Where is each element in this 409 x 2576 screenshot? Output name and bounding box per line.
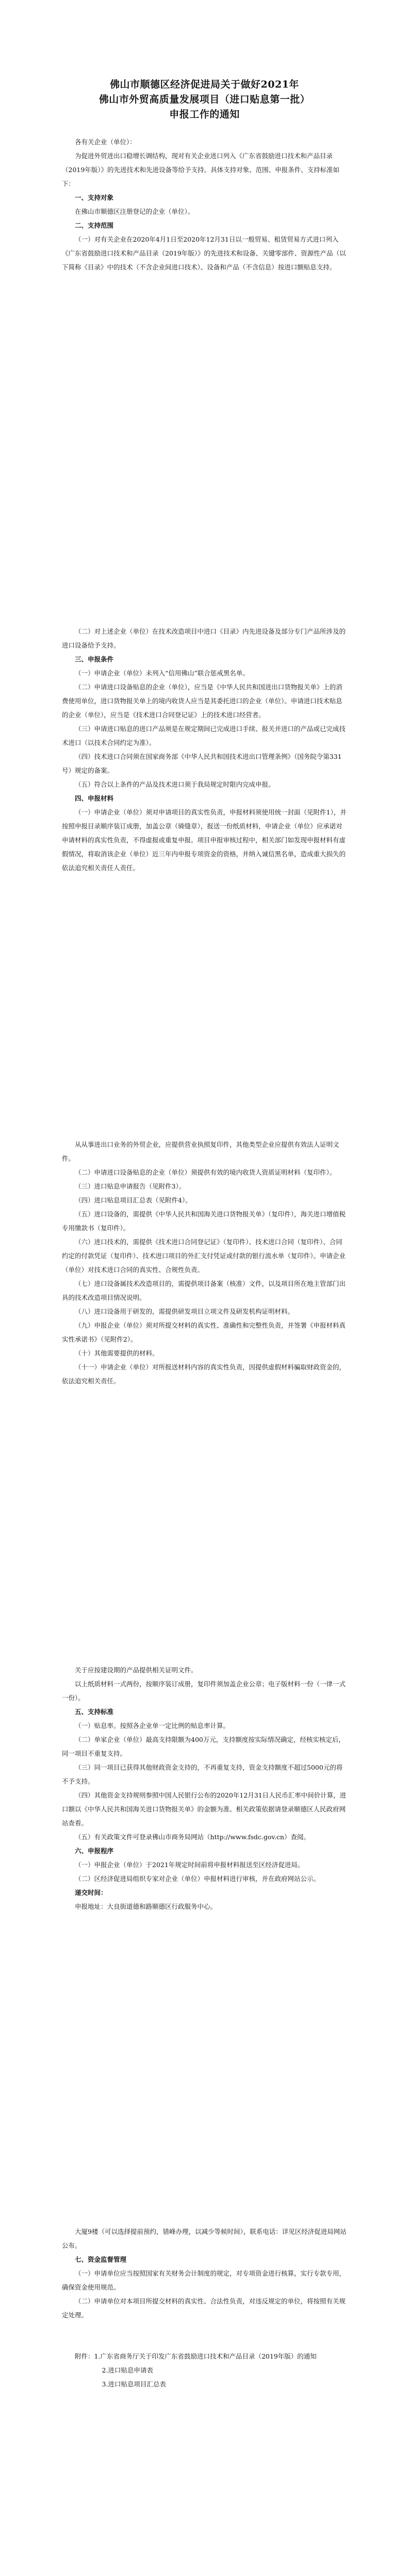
body-paragraph: （一）申报企业（单位）于2021年规定时间前将申报材料报送至区经济促进局。 [75, 1861, 304, 1869]
body-paragraph: 申报地址：大良街道德和路顺德区行政服务中心。 [75, 1903, 217, 1910]
section-heading: 七、资金监督管理 [75, 2256, 127, 2263]
body-paragraph: （四）进口贴息项目汇总表（见附件4）。 [75, 1196, 192, 1204]
body-paragraph: （三）进口贴息申请报告（见附件3）。 [75, 1182, 186, 1190]
section-heading: 一、支持对象 [75, 194, 114, 201]
body-paragraph: （二）区经济促进局组织专家对企业（单位）申报材料进行审核，并在政府网站公示。 [75, 1875, 320, 1883]
body-paragraph: （二）单家企业（单位）最高支持限额为400万元，支持额度按实际情况确定，经核实核定后，同一项目不重复支持。 [62, 1736, 345, 1757]
body-paragraph: （二）申请单位对本项目所提交材料的真实性、合法性负责，对违反规定的单位，将按照有关规定处理。 [62, 2297, 346, 2319]
section-heading: 递交时间： [75, 1889, 107, 1896]
body-paragraph: （一）申请企业（单位）未列入“信用佛山”联合惩戒黑名单。 [75, 669, 249, 677]
body-paragraph: 各有关企业（单位）： [75, 138, 136, 146]
attachment-label: 附件： [75, 2352, 94, 2360]
body-paragraph: （一）申请单位应当按照国家有关财务会计制度的规定，对专项资金进行核算，实行专款专用，确保资金使用规范。 [62, 2269, 346, 2291]
body-paragraph: （十）其他需要提供的材料。 [75, 1349, 159, 1357]
body-paragraph: （二）申请进口设备贴息的企业（单位）须提供有效的境内收货人资质证明材料（复印件）。 [75, 1168, 336, 1176]
document-title [62, 77, 347, 122]
section-intro [62, 135, 347, 274]
body-paragraph: （八）进口设备用于研发的，需提供研发项目立项文件及研发机构证明材料。 [75, 1308, 295, 1315]
body-paragraph: （一）对有关企业在2020年4月1日至2020年12月31日以一般贸易、租赁贸易方式进口列入《广东省鼓励进口技术和产品目录（2019年版）》的先进技术和设备、关键零部件、资源性产品（以下简称《目录》中的技术（不含企业间进口技术）、设备和产品（不含信息）按进口额贴息支持。 [62, 235, 346, 271]
body-paragraph: （五）进口设备的，需提供《中华人民共和国海关进口货物报关单》（复印件），海关进口增值税专用缴款书（复印件）。 [62, 1210, 346, 1232]
section-heading: 六、申报程序 [75, 1847, 114, 1855]
body-paragraph: 大厦9楼（可以选择提前预约，错峰办理，以减少等候时间），联系电话：详见区经济促进局网站公布。 [62, 2228, 347, 2249]
body-paragraph: 为促进外贸进出口稳增长调结构，现对有关企业进口列入《广东省鼓励进口技术和产品目录（2019年版）》的先进技术和先进设备等给予支持。具体支持对象、范围、申报条件、支持标准如下： [62, 152, 340, 188]
attachment-label-row [62, 2349, 347, 2363]
body-paragraph: （一）申请企业（单位）须对申请项目的真实性负责，申报材料须使用统一封面（见附件1），并按照申报目录顺序装订成册，加盖公章（骑缝章），报送一份纸质材料，申请企业（单位）应承诺对申请材料的真实性负责，不得虚报或重复申报。项目申报审核过程中，相关部门如发现申报材料有虚假情况，将取消该企业（单位）近三年内申报专项资金的资格，并纳入诚信黑名单，造成重大损失的依法追究相关责任人责任。 [62, 808, 347, 872]
section-supervision [62, 2225, 347, 2322]
body-paragraph: （三）申请进口贴息的进口产品须是在规定期间已完成进口手续、报关并进口的产品或已完成技术进口（以技术合同约定为准）。 [62, 725, 346, 747]
section-heading: 四、申报材料 [75, 794, 114, 802]
body-paragraph: 从从事进出口业务的外贸企业，应提供营业执照复印件，其他类型企业应提供有效法人证明文件。 [62, 1141, 339, 1162]
attachment-item: 3.进口贴息项目汇总表 [102, 2380, 166, 2388]
title-line-3: 申报工作的通知 [169, 109, 240, 120]
section-heading: 五、支持标准 [75, 1708, 114, 1716]
title-line-2: 佛山市外贸高质量发展项目（进口贴息第一批） [99, 94, 310, 105]
body-paragraph: 以上纸质材料一式两份，按顺序装订成册，复印件须加盖企业公章；电子版材料一份（一律一式一份）。 [62, 1680, 346, 1702]
body-paragraph: （四）其他资金支持规则参照中国人民银行公布的2020年12月31日人民币汇率中间价计算，进口额以《中华人民共和国海关进口货物报关单》的金额为准。相关政策依据请登录顺德区人民政府网站查看。 [62, 1791, 347, 1827]
body-paragraph: （十一）申请企业（单位）对所报送材料内容的真实性负责，因提供虚假材料骗取财政资金的，依法追究相关责任。 [62, 1363, 346, 1385]
attachments [62, 2349, 347, 2391]
attachment-item: 1.广东省商务厅关于印发广东省鼓励进口技术和产品目录（2019年版）的通知 [94, 2352, 317, 2360]
body-paragraph: 在佛山市顺德区注册登记的企业（单位）。 [75, 208, 194, 215]
body-paragraph: （五）有关政策文件可登录佛山市商务局网站（http://www.fsdc.gov.cn）查阅。 [75, 1833, 310, 1841]
section-heading: 二、支持范围 [75, 222, 114, 229]
body-paragraph: （五）符合以上条件的产品及技术进口须于我局规定时限内完成申报。 [75, 781, 275, 788]
body-paragraph: （六）进口技术的，需提供《技术进口合同登记证》（复印件）、技术进口合同（复印件）、合同约定的付款凭证（复印件）、技术进口项目的外汇支付凭证或付款的银行流水单（复印件）。申请企业（单位）对技术进口合同的真实性、合规性负责。 [62, 1238, 346, 1274]
title-line-1: 佛山市顺德区经济促进局关于做好2021年 [110, 79, 299, 90]
body-paragraph: （四）技术进口合同须在国家商务部《中华人民共和国技术进出口管理条例》（国务院令第331号）规定的备案。 [62, 753, 342, 774]
attachment-item: 2.进口贴息申请表 [102, 2366, 153, 2374]
body-paragraph: （三）同一项目已获得其他财政资金支持的，不再重复支持，资金支持额度不超过5000元的将不予支持。 [62, 1764, 343, 1785]
body-paragraph: （二）对上述企业（单位）在技术改造项目中进口《目录》内先进设备及部分专门产品所涉及的进口设备给予支持。 [62, 628, 346, 649]
section-heading: 三、申报条件 [75, 655, 114, 663]
section-materials [62, 1138, 347, 1388]
body-paragraph: （二）申请进口设备贴息的企业（单位），应当是《中华人民共和国进出口货物报关单》上的消费使用单位，进口货物报关单上的境内收货人应当是其委托进口的企业（单位）。申请进口技术贴息的企业（单位），应当是《技术进口合同登记证》上的技术进口经营者。 [62, 683, 342, 719]
body-paragraph: （一）贴息率。按照各企业单一定比例的贴息率计算。 [75, 1722, 230, 1730]
body-paragraph: （七）进口设备属技术改造项目的，需提供项目备案（核准）文件，以及项目所在地主管部门出具的技术改造项目情况说明。 [62, 1280, 346, 1301]
section-standards [62, 1663, 347, 1913]
body-paragraph: 关于应按建设期的产品提供相关证明文件。 [75, 1666, 198, 1674]
section-conditions [62, 624, 347, 875]
body-paragraph: （九）申报企业（单位）须对所提交材料的真实性、准确性和完整性负责，并签署《申报材料真实性承诺书》（见附件2）。 [62, 1321, 346, 1343]
